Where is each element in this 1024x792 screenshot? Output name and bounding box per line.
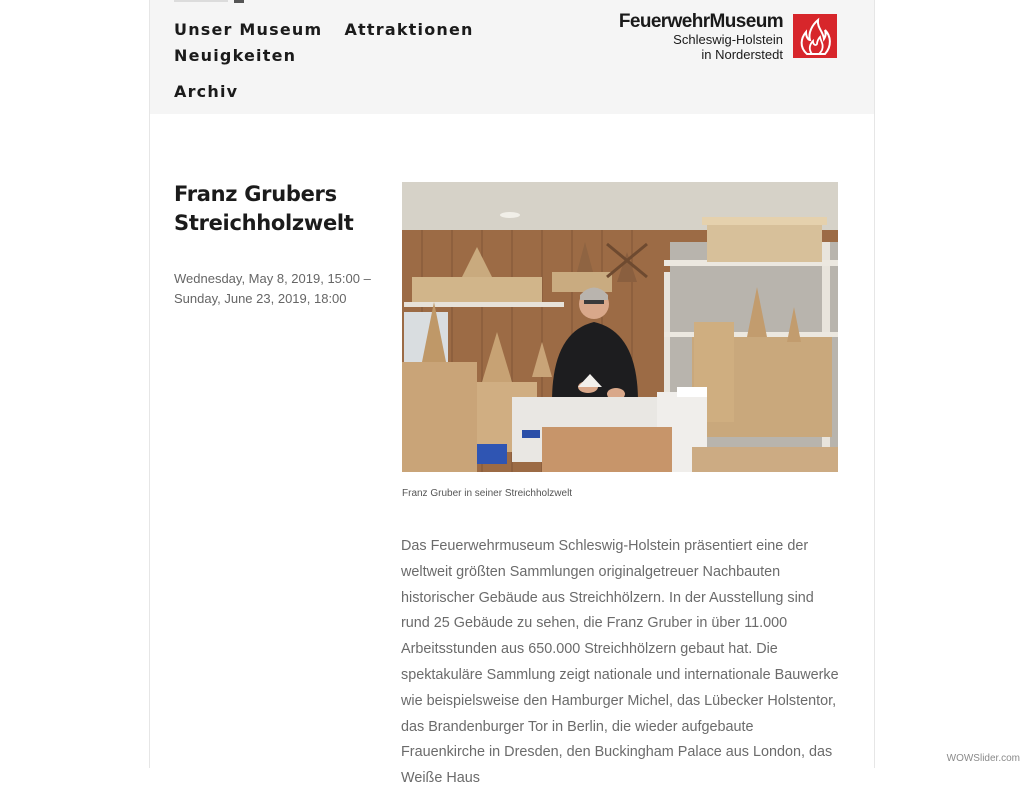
photo-caption: Franz Gruber in seiner Streichholzwelt (402, 488, 573, 499)
header-top-mark (234, 0, 244, 3)
flame-logo-icon (793, 14, 837, 58)
article-body: Das Feuerwehrmuseum Schleswig-Holstein präsentiert eine der weltweit größten Sammlungen originalgetreuer Nachbauten historischer Gebäude aus Streichhölzern. In der Ausstellung sind rund 25 Gebäude zu sehen, die Franz Gruber in über 11.000 Arbeitsstunden aus 650.000 Streichhölzern gebaut hat. Die spektakuläre Sammlung zeigt nationale und internationale Bauwerke wie beispielsweise den Hamburger Michel, das Lübecker Holstentor, das Brandenburger Tor in Berlin, die wieder aufgebaute Frauenkirche in Dresden, den Buckingham Palace aus London, das Weiße Haus (401, 538, 839, 787)
nav-item-archiv[interactable]: Archiv (174, 82, 239, 101)
page-container (149, 0, 875, 787)
event-photo (402, 182, 838, 472)
logo-text (619, 12, 783, 62)
main-nav (174, 17, 594, 105)
logo-subtitle-2: in Norderstedt (701, 47, 783, 62)
logo-title: FeuerwehrMuseum (618, 11, 783, 32)
site-logo[interactable] (613, 12, 837, 60)
nav-item-neuigkeiten[interactable]: Neuigkeiten (174, 46, 297, 65)
nav-item-unser-museum[interactable]: Unser Museum (174, 20, 323, 39)
event-title: Franz Grubers Streichholzwelt (174, 182, 354, 235)
header-top-line (174, 0, 228, 2)
nav-item-attraktionen[interactable]: Attraktionen (344, 20, 474, 39)
slider-watermark[interactable]: WOWSlider.com (946, 753, 1020, 764)
event-date: Wednesday, May 8, 2019, 15:00 – Sunday, June 23, 2019, 18:00 (174, 271, 371, 306)
site-header (150, 0, 874, 114)
logo-subtitle-1: Schleswig-Holstein (673, 32, 783, 47)
